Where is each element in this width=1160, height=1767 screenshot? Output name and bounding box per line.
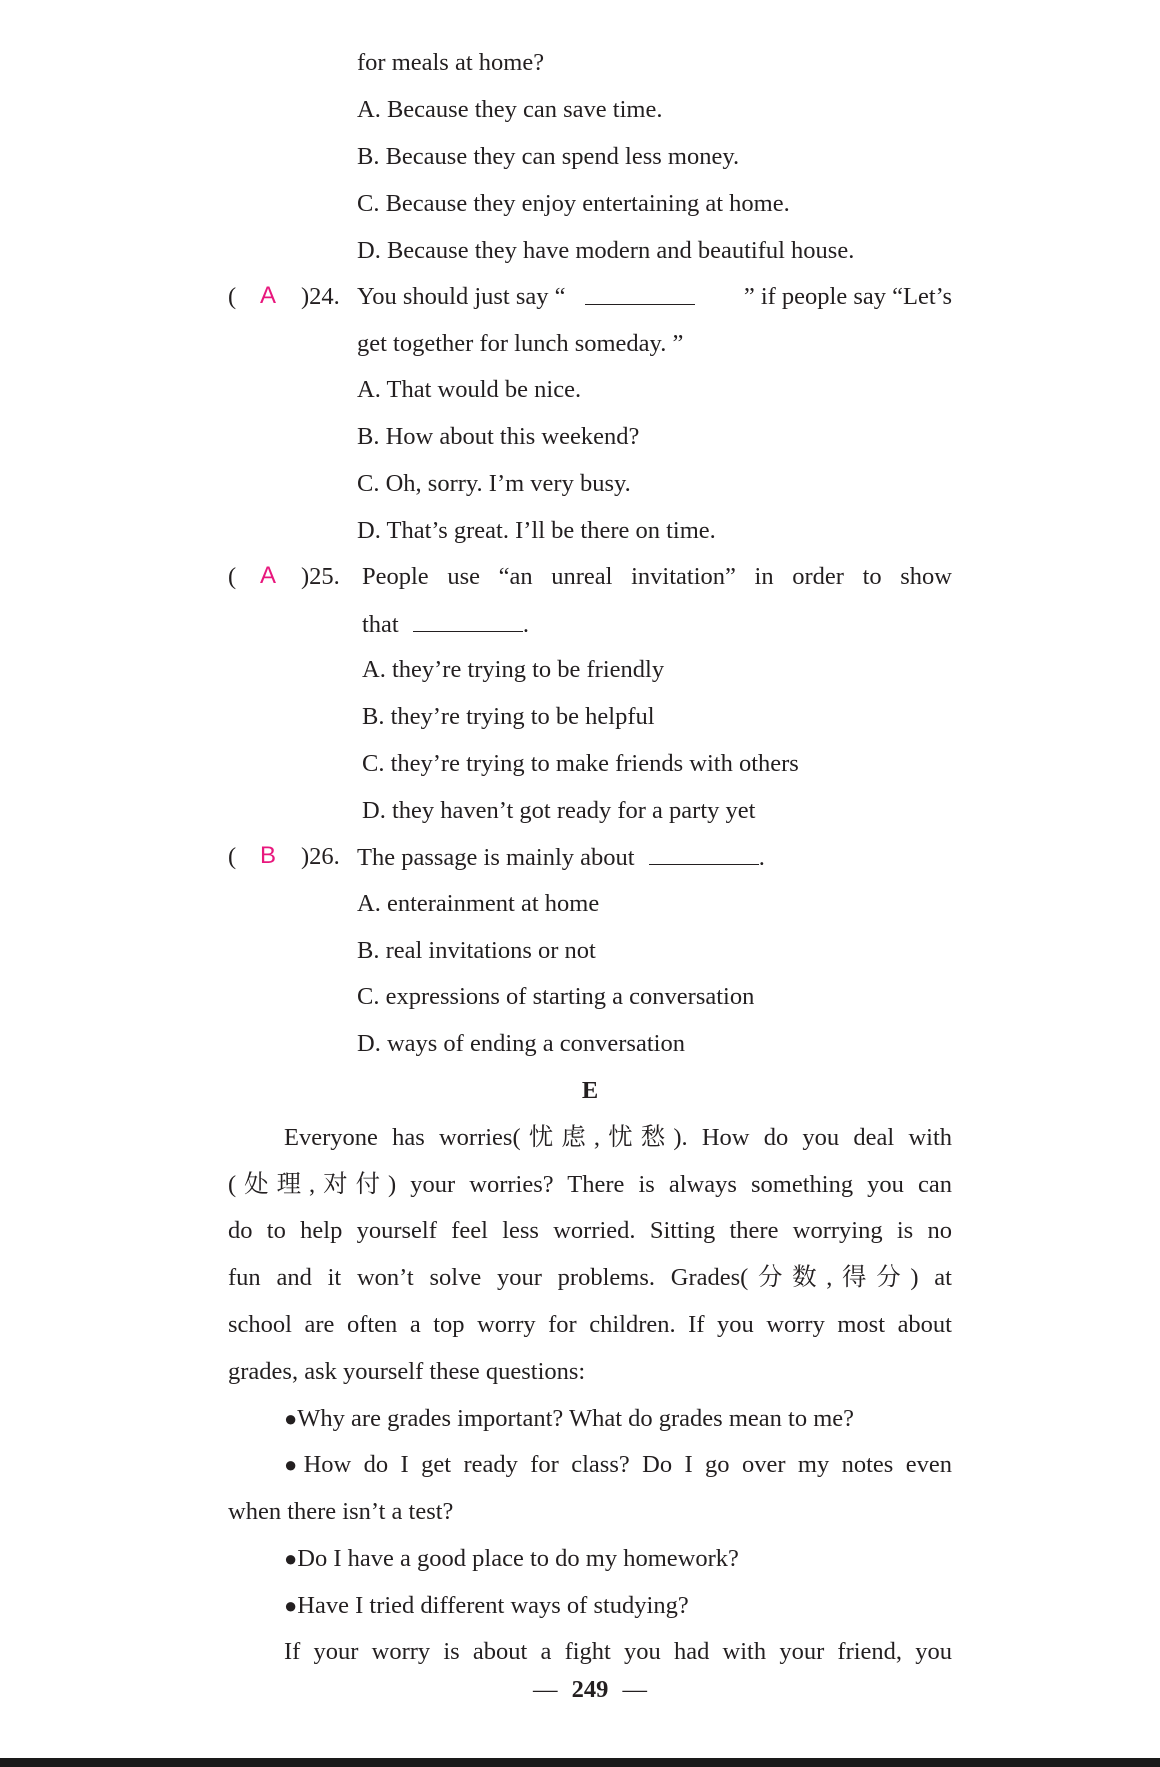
option-a: A. they’re trying to be friendly	[362, 656, 665, 683]
bullet-item: ●How do I get ready for class? Do I go over my notes even	[284, 1451, 952, 1478]
paren-open: (	[228, 283, 237, 310]
question-number: )26.	[301, 843, 340, 870]
option-d: D. they haven’t got ready for a party yet	[362, 797, 756, 824]
answer-blank	[413, 609, 523, 632]
stem-part-a: You should just say “	[357, 283, 566, 310]
option-a: A. That would be nice.	[357, 376, 582, 403]
answer-mark: A	[260, 562, 277, 589]
option-b: B. real invitations or not	[357, 937, 596, 964]
stem-part-a: that	[362, 611, 399, 638]
passage-line: fun and it won’t solve your problems. Grades(分数,得分) at	[228, 1264, 952, 1291]
bullet-item: ●Why are grades important? What do grades mean to me?	[284, 1405, 855, 1432]
paren-open: (	[228, 563, 237, 590]
option-b: B. they’re trying to be helpful	[362, 703, 655, 730]
bullet-item: ●Have I tried different ways of studying?	[284, 1592, 689, 1619]
passage-line: If your worry is about a fight you had with your friend, you	[284, 1638, 952, 1665]
passage-line: Everyone has worries(忧虑,忧愁). How do you deal with	[284, 1124, 952, 1151]
question-stem-continuation: for meals at home?	[357, 49, 545, 76]
bullet-icon: ●	[284, 1452, 304, 1477]
question-stem	[357, 842, 765, 873]
page-number: 249	[571, 1676, 609, 1703]
question-number: )24.	[301, 283, 340, 310]
option-c: C. they’re trying to make friends with others	[362, 750, 799, 777]
dash-left: —	[533, 1676, 558, 1703]
bullet-item-continuation: when there isn’t a test?	[228, 1498, 454, 1525]
option-d: D. Because they have modern and beautiful house.	[357, 237, 855, 264]
question-stem-line2: get together for lunch someday. ”	[357, 330, 684, 357]
stem-part-a: The passage is mainly about	[357, 844, 635, 871]
answer-mark: A	[260, 282, 277, 309]
question-stem: People use “an unreal invitation” in order to show	[362, 563, 952, 590]
question-stem-line2	[362, 609, 529, 640]
question-stem	[357, 282, 952, 312]
answer-blank	[585, 282, 695, 305]
stem-part-b: .	[758, 844, 765, 871]
option-d: D. ways of ending a conversation	[357, 1030, 685, 1057]
bullet-icon: ●	[284, 1546, 298, 1571]
option-c: C. expressions of starting a conversation	[357, 983, 755, 1010]
option-b: B. How about this weekend?	[357, 423, 640, 450]
bullet-icon: ●	[284, 1406, 298, 1431]
section-title: E	[581, 1077, 599, 1104]
option-a: A. Because they can save time.	[357, 96, 663, 123]
passage-line: grades, ask yourself these questions:	[228, 1358, 586, 1385]
passage-line: (处理,对付) your worries? There is always something you can	[228, 1171, 952, 1198]
answer-blank	[649, 842, 759, 865]
option-b: B. Because they can spend less money.	[357, 143, 740, 170]
page-footer	[228, 1675, 952, 1705]
option-d: D. That’s great. I’ll be there on time.	[357, 517, 716, 544]
answer-mark: B	[260, 842, 277, 869]
bottom-edge-bar	[0, 1758, 1160, 1767]
dash-right: —	[622, 1676, 647, 1703]
option-c: C. Because they enjoy entertaining at home.	[357, 190, 790, 217]
option-c: C. Oh, sorry. I’m very busy.	[357, 470, 631, 497]
bullet-icon: ●	[284, 1593, 298, 1618]
passage-line: do to help yourself feel less worried. Sitting there worrying is no	[228, 1217, 952, 1244]
passage-line: school are often a top worry for children. If you worry most about	[228, 1311, 952, 1338]
stem-part-b: ” if people say “Let’s	[743, 283, 952, 310]
option-a: A. enterainment at home	[357, 890, 600, 917]
paren-open: (	[228, 843, 237, 870]
stem-part-b: .	[522, 611, 529, 638]
bullet-item: ●Do I have a good place to do my homework?	[284, 1545, 739, 1572]
question-number: )25.	[301, 563, 340, 590]
